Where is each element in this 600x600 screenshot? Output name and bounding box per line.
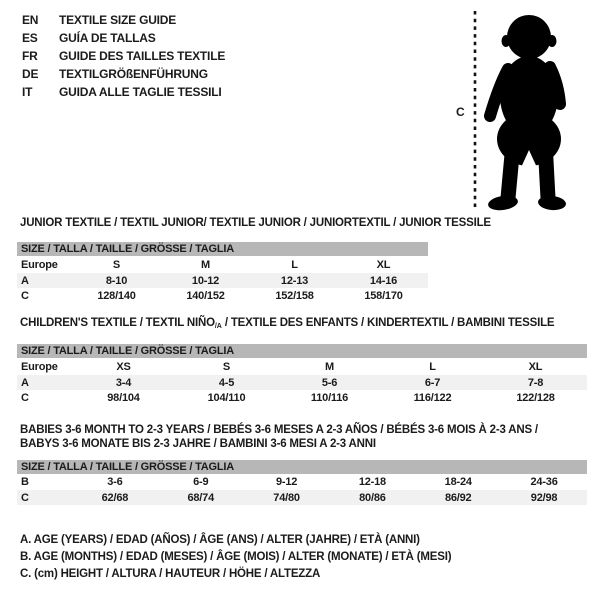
- language-row-es: [22, 29, 225, 47]
- size-header-band: SIZE / TALLA / TAILLE / GRÖSSE / TAGLIA: [17, 242, 428, 256]
- height-value: 86/92: [444, 491, 472, 504]
- size-l: L: [429, 360, 436, 373]
- region-label: Europe: [21, 360, 58, 373]
- junior-size-row: [17, 256, 428, 273]
- size-xl: XL: [376, 258, 391, 271]
- size-header-band: SIZE / TALLA / TAILLE / GRÖSSE / TAGLIA: [17, 460, 587, 474]
- language-title: GUÍA DE TALLAS: [59, 31, 156, 45]
- height-value: 110/116: [310, 392, 349, 404]
- babies-months-row: [17, 474, 587, 490]
- language-title: GUIDE DES TAILLES TEXTILE: [59, 49, 226, 63]
- height-value: 98/104: [107, 392, 140, 404]
- size-s: S: [222, 360, 231, 373]
- language-row-de: [22, 65, 225, 83]
- babies-title-line1: BABIES 3-6 MONTH TO 2-3 YEARS / BEBÉS 3-6 MESES A 2-3 AÑOS / BÉBÉS 3-6 MOIS À 2-3 ANS /: [20, 424, 538, 436]
- babies-title-line2: BABYS 3-6 MONATE BIS 2-3 JAHRE / BAMBINI 3-6 MESI A 2-3 ANNI: [20, 438, 376, 450]
- language-code: ES: [22, 31, 38, 45]
- age-value: 4-5: [218, 376, 235, 389]
- language-row-en: [22, 11, 225, 29]
- junior-age-row: [17, 273, 428, 288]
- children-age-row: [17, 375, 587, 390]
- height-measure-label: C: [456, 105, 465, 119]
- babies-height-row: [17, 490, 587, 505]
- note-age-months: B. AGE (MONTHS) / EDAD (MESES) / ÂGE (MOIS) / ALTER (MONATE) / ETÀ (MESI): [20, 551, 452, 563]
- age-value: 6-7: [424, 376, 441, 389]
- height-value: 158/170: [364, 290, 403, 302]
- height-value: 116/122: [413, 392, 452, 404]
- children-title-pre: CHILDREN'S TEXTILE / TEXTIL NIÑO: [20, 317, 215, 329]
- language-code: IT: [22, 85, 33, 99]
- language-title: TEXTILE SIZE GUIDE: [59, 13, 177, 27]
- age-value: 5-6: [321, 376, 338, 389]
- height-value: 62/68: [101, 491, 129, 504]
- height-value: 152/158: [275, 290, 314, 302]
- size-s: S: [112, 258, 121, 271]
- language-title: TEXTILGRÖßENFÜHRUNG: [59, 67, 208, 81]
- language-row-fr: [22, 47, 225, 65]
- age-value: 10-12: [191, 274, 220, 287]
- age-value: 14-16: [369, 274, 398, 287]
- row-label-b: B: [21, 476, 29, 488]
- height-value: 122/128: [516, 392, 555, 404]
- junior-size-table: [17, 242, 428, 304]
- size-xl: XL: [528, 360, 543, 373]
- height-value: 68/74: [187, 491, 214, 504]
- region-label: Europe: [21, 258, 58, 271]
- height-value: 92/98: [530, 491, 558, 504]
- baby-silhouette-graphic: [453, 4, 578, 216]
- babies-size-table: [17, 460, 587, 505]
- row-label-a: A: [21, 376, 29, 389]
- language-code: DE: [22, 67, 39, 81]
- months-value: 18-24: [444, 476, 472, 488]
- babies-section-title: [20, 423, 538, 451]
- baby-silhouette: [487, 15, 566, 212]
- height-value: 140/152: [186, 290, 225, 302]
- row-label-a: A: [21, 274, 29, 287]
- children-title-subscript: /A: [214, 323, 222, 330]
- children-title-post: / TEXTILE DES ENFANTS / KINDERTEXTIL / BAMBINI TESSILE: [221, 317, 555, 329]
- language-title: GUIDA ALLE TAGLIE TESSILI: [59, 85, 222, 99]
- size-header-band: SIZE / TALLA / TAILLE / GRÖSSE / TAGLIA: [17, 344, 587, 358]
- language-code: EN: [22, 13, 39, 27]
- row-label-c: C: [21, 290, 29, 302]
- row-label-c: C: [21, 491, 29, 504]
- children-section-title: [20, 316, 554, 334]
- baby-height-figure: [453, 4, 578, 216]
- junior-height-row: [17, 288, 428, 304]
- height-value: 104/110: [207, 392, 246, 404]
- size-xs: XS: [116, 360, 131, 373]
- row-label-c: C: [21, 392, 29, 404]
- age-value: 7-8: [527, 376, 544, 389]
- children-size-row: [17, 358, 587, 375]
- children-height-row: [17, 390, 587, 406]
- height-value: 80/86: [359, 491, 386, 504]
- language-row-it: [22, 83, 225, 101]
- language-code: FR: [22, 49, 38, 63]
- note-height-cm: C. (cm) HEIGHT / ALTURA / HAUTEUR / HÖHE / ALTEZZA: [20, 568, 321, 580]
- height-value: 74/80: [273, 491, 300, 504]
- language-list: [22, 11, 225, 101]
- months-value: 6-9: [193, 476, 209, 488]
- size-m: M: [325, 360, 334, 373]
- size-m: M: [201, 258, 210, 271]
- junior-section-title: JUNIOR TEXTILE / TEXTIL JUNIOR/ TEXTILE JUNIOR / JUNIORTEXTIL / JUNIOR TESSILE: [20, 217, 491, 229]
- children-size-table: [17, 344, 587, 406]
- months-value: 3-6: [107, 476, 123, 488]
- age-value: 8-10: [105, 274, 128, 287]
- months-value: 9-12: [275, 476, 298, 488]
- months-value: 12-18: [358, 476, 386, 488]
- height-value: 128/140: [97, 290, 136, 302]
- age-value: 3-4: [115, 376, 132, 389]
- size-l: L: [291, 258, 298, 271]
- legend-notes: [20, 534, 451, 585]
- note-age-years: A. AGE (YEARS) / EDAD (AÑOS) / ÂGE (ANS) / ALTER (JAHRE) / ETÀ (ANNI): [20, 534, 420, 546]
- age-value: 12-13: [280, 274, 309, 287]
- months-value: 24-36: [530, 476, 558, 488]
